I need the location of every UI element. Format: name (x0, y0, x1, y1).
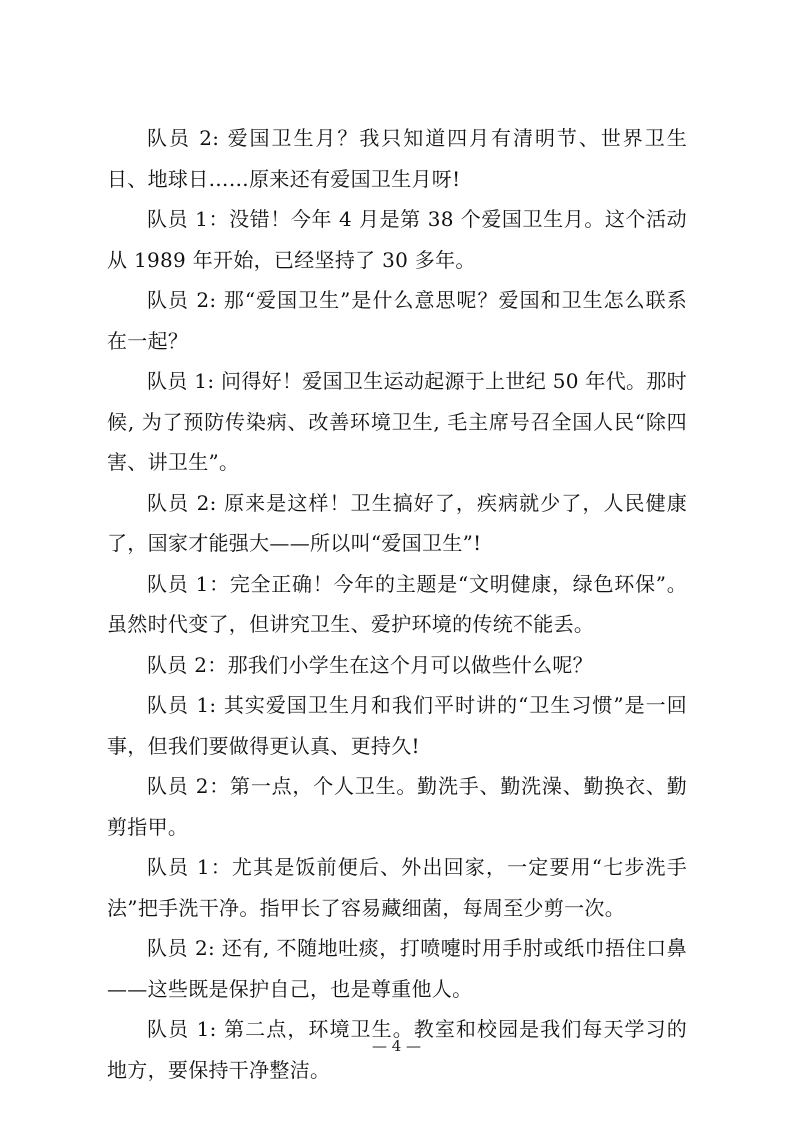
dialogue-paragraph: 队员 1: 第二点，环境卫生。教室和校园是我们每天学习的地方，要保持干净整洁。 (107, 1017, 687, 1082)
dialogue-body (107, 118, 687, 1090)
dialogue-paragraph: 队员 1: 其实爱国卫生月和我们平时讲的“卫生习惯”是一回事，但我们要做得更认真、更持久! (107, 693, 687, 758)
dialogue-paragraph: 队员 2: 爱国卫生月？我只知道四月有清明节、世界卫生日、地球日……原来还有爱国卫生月呀! (107, 126, 687, 191)
dialogue-paragraph: 队员 2: 那“爱国卫生”是什么意思呢？爱国和卫生怎么联系在一起？ (107, 288, 687, 353)
dialogue-paragraph: 队员 1：没错！今年 4 月是第 38 个爱国卫生月。这个活动从 1989 年开始，已经坚持了 30 多年。 (107, 207, 687, 272)
dialogue-paragraph: 队员 2: 原来是这样！卫生搞好了，疾病就少了，人民健康了，国家才能强大——所以叫“爱国卫生”! (107, 490, 687, 555)
page-number: — 4 — (371, 1037, 422, 1055)
dialogue-paragraph: 队员 2：那我们小学生在这个月可以做些什么呢？ (147, 652, 593, 677)
dialogue-paragraph: 队员 1: 问得好！爱国卫生运动起源于上世纪 50 年代。那时候, 为了预防传染病、改善环境卫生, 毛主席号召全国人民“除四害、讲卫生”。 (107, 369, 687, 474)
dialogue-paragraph: 队员 2: 还有, 不随地吐痰，打喷嚏时用手肘或纸巾捂住口鼻——这些既是保护自己，也是尊重他人。 (107, 936, 687, 1001)
dialogue-paragraph: 队员 2：第一点，个人卫生。勤洗手、勤洗澡、勤换衣、勤剪指甲。 (107, 774, 687, 839)
dialogue-paragraph: 队员 1：尤其是饭前便后、外出回家，一定要用“七步洗手法”把手洗干净。指甲长了容易藏细菌，每周至少剪一次。 (107, 855, 687, 920)
dialogue-paragraph: 队员 1：完全正确！今年的主题是“文明健康，绿色环保”。虽然时代变了，但讲究卫生、爱护环境的传统不能丢。 (107, 571, 687, 636)
